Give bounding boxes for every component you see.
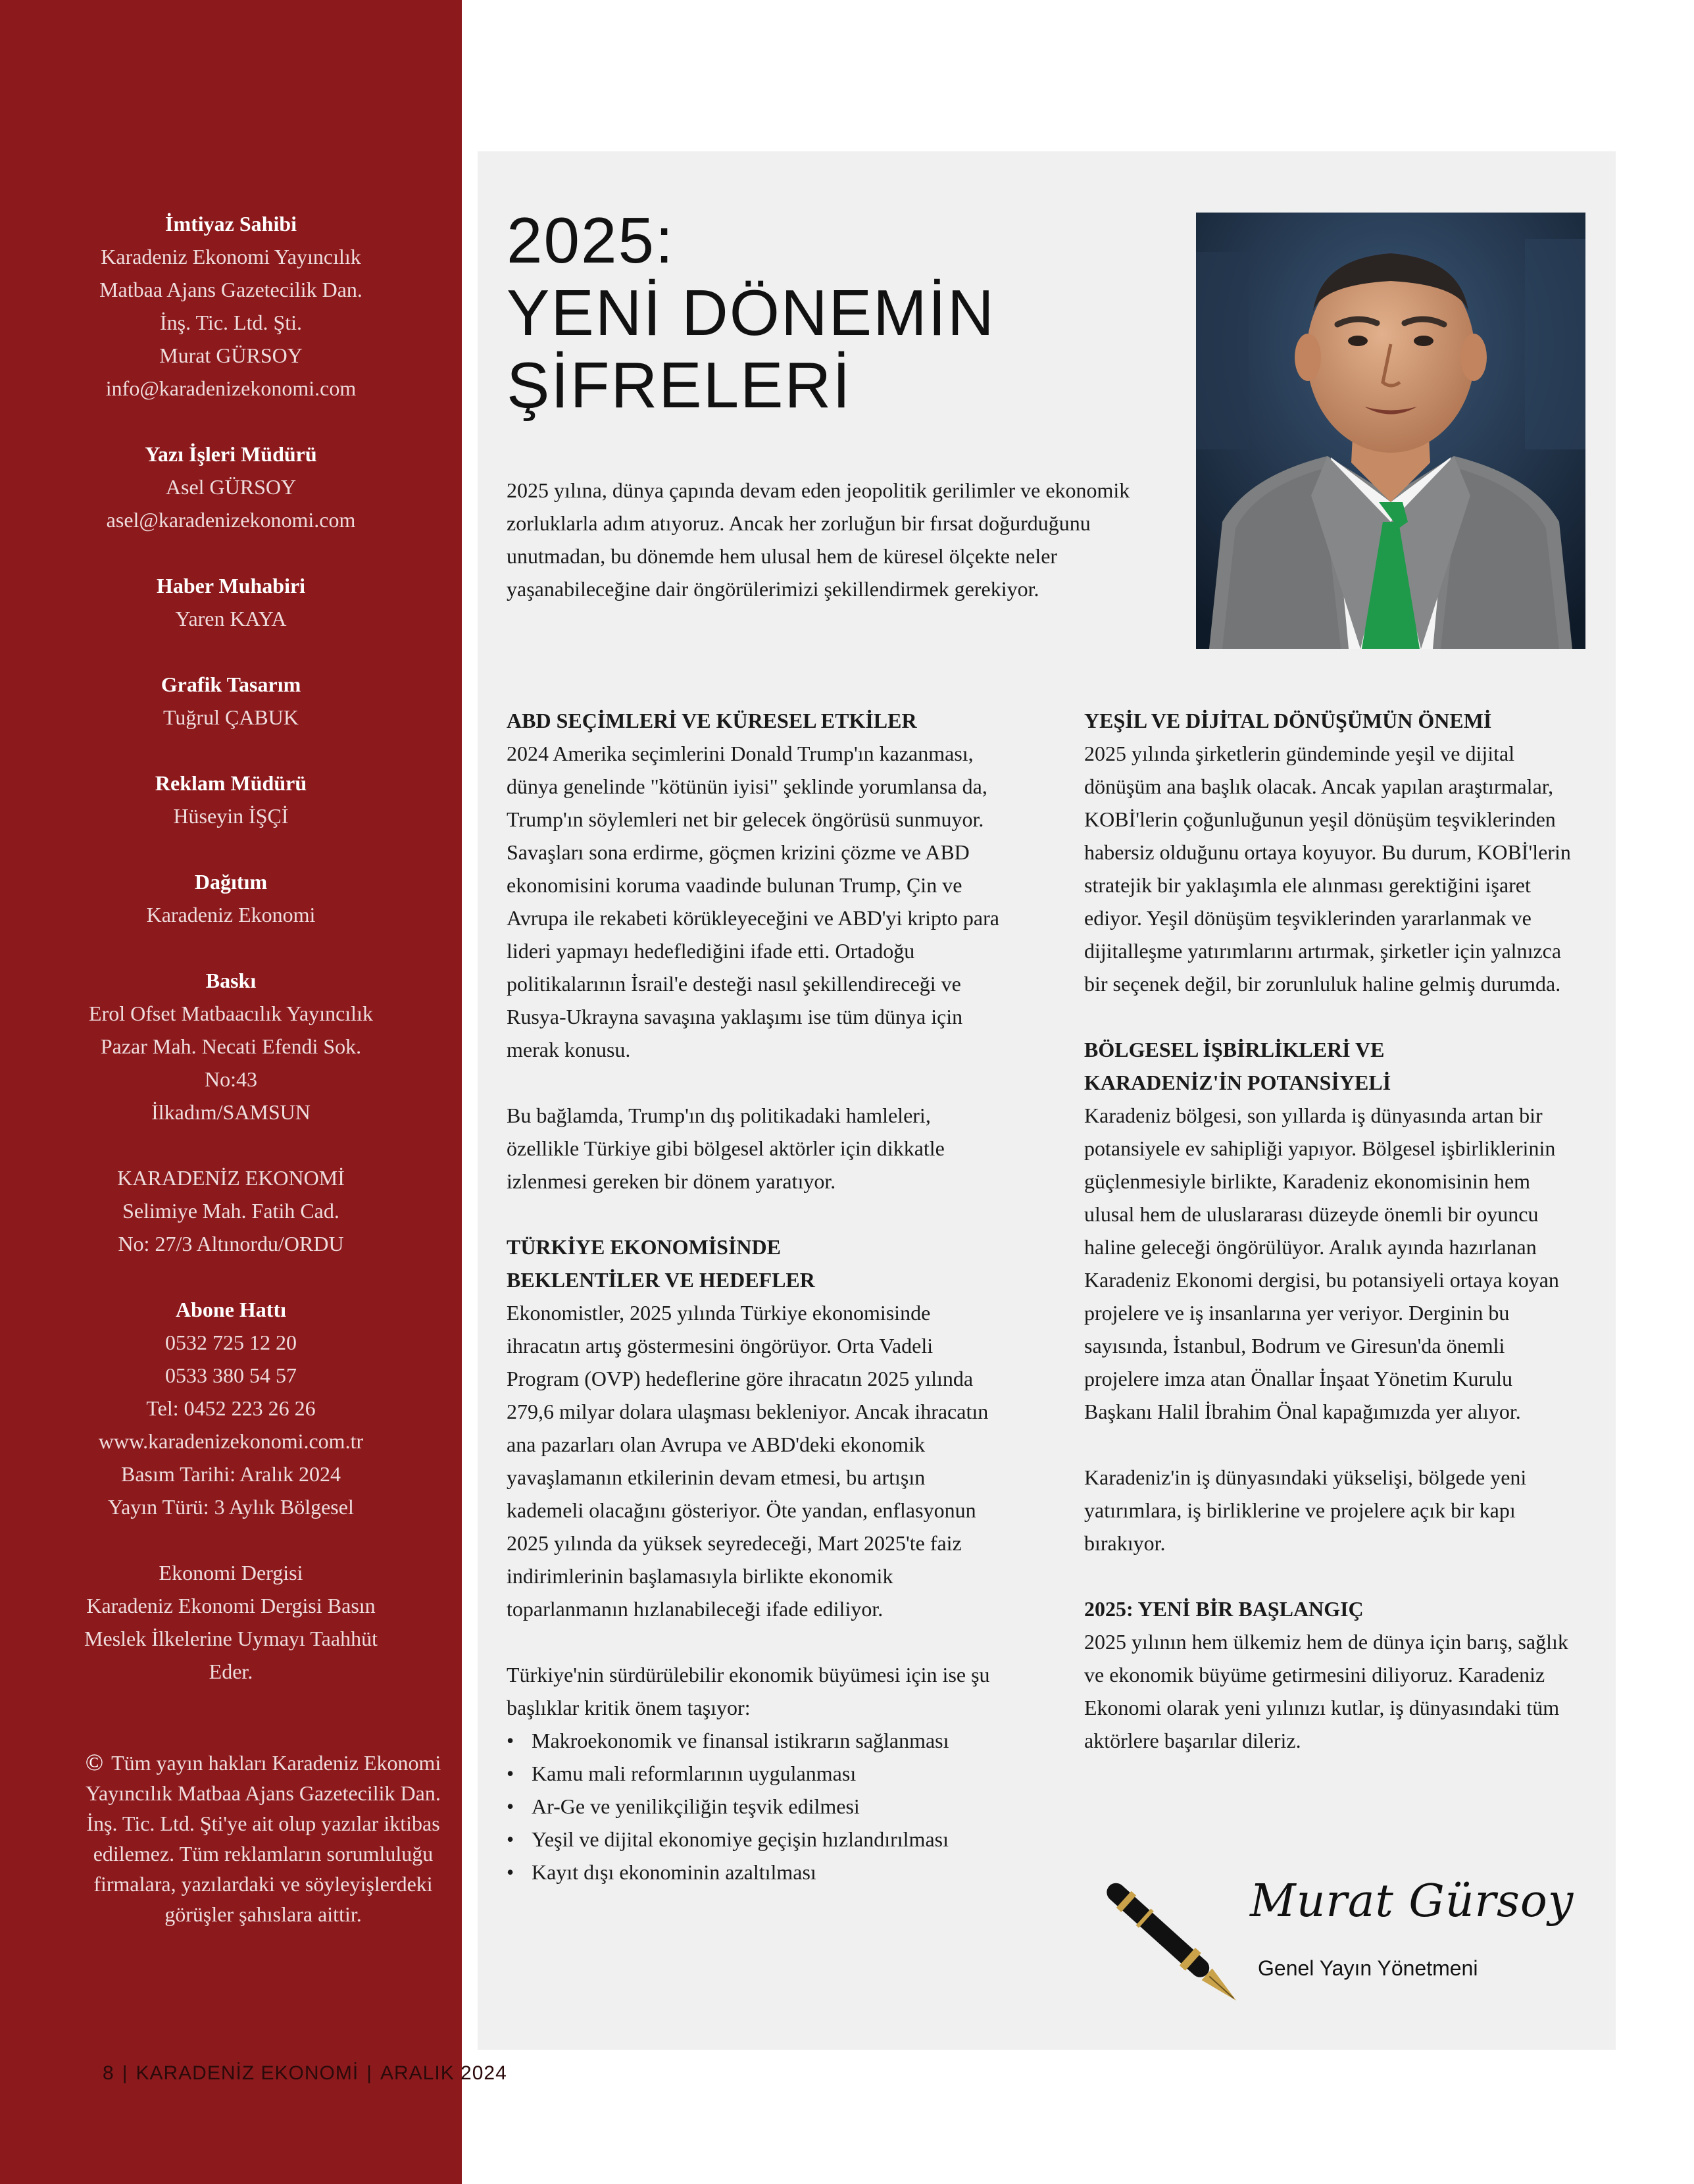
masthead-block-pledge <box>26 1556 436 1688</box>
footer-separator: | <box>122 2062 128 2084</box>
masthead-title: Haber Muhabiri <box>156 574 306 597</box>
masthead-line: İlkadım/SAMSUN <box>151 1100 311 1124</box>
masthead-line: Murat GÜRSOY <box>159 343 303 367</box>
article-intro: 2025 yılına, dünya çapında devam eden jeopolitik gerilimler ve ekonomik zorluklarla adım atıyoruz. Ancak her zorluğun bir fırsat doğurduğunu unutmadan, bu dönemde hem ulusal hem de küresel ölçekte neler yaşanabileceğine dair öngörülerimizi şekillendirmek gerekiyor. <box>507 478 1130 601</box>
masthead-line: Tel: 0452 223 26 26 <box>146 1396 316 1420</box>
article-column-right <box>1084 704 1584 1757</box>
masthead-line: Basım Tarihi: Aralık 2024 <box>120 1462 341 1486</box>
signature-role: Genel Yayın Yönetmeni <box>1258 1956 1478 1980</box>
copyright-notice <box>79 1747 447 1929</box>
section-paragraph: 2025 yılında şirketlerin gündeminde yeşil ve dijital dönüşüm ana başlık olacak. Ancak yapılan araştırmalar, KOBİ'lerin çoğunluğunun yeşil dönüşüm teşviklerinden habersiz olduğunu ortaya koyuyor. Bu durum, KOBİ'lerin stratejik bir yaklaşımla ele alınması gerektiğini işaret ediyor. Yeşil dönüşüm teşviklerinden yararlanmak ve dijitalleşme yatırımlarını artırmak, şirketler için yalnızca bir seçenek değil, bir zorunluluk haline gelmiş durumda. <box>1084 742 1571 996</box>
masthead-block-reporter <box>26 569 436 635</box>
masthead-line: asel@karadenizekonomi.com <box>106 508 356 532</box>
masthead-line: Yaren KAYA <box>175 607 287 630</box>
masthead-title: Abone Hattı <box>176 1298 286 1321</box>
list-item: • Kayıt dışı ekonominin azaltılması <box>507 1856 1007 1889</box>
headline-line: 2025: <box>507 204 675 276</box>
masthead-line: www.karadenizekonomi.com.tr <box>98 1429 364 1453</box>
masthead-block-design <box>26 668 436 734</box>
masthead-line: Matbaa Ajans Gazetecilik Dan. <box>99 278 362 301</box>
masthead-line: info@karadenizekonomi.com <box>105 376 357 400</box>
list-item: • Kamu mali reformlarının uygulanması <box>507 1757 1007 1790</box>
section-heading: BÖLGESEL İŞBİRLİKLERİ VE <box>1084 1038 1385 1061</box>
section-paragraph: Karadeniz'in iş dünyasındaki yükselişi, bölgede yeni yatırımlara, iş birliklerine ve projelere açık bir kapı bırakıyor. <box>1084 1465 1527 1555</box>
copyright-text: Tüm yayın hakları Karadeniz Ekonomi Yayıncılık Matbaa Ajans Gazetecilik Dan. İnş. Tic. Ltd. Şti'ye ait olup yazılar iktibas edilemez. Tüm reklamların sorumluluğu firmalara, yazılardaki ve söyleyişlerdeki görüşler şahıslara aittir. <box>86 1751 441 1926</box>
page-number: 8 <box>103 2062 114 2084</box>
issue-date: ARALIK 2024 <box>380 2062 507 2084</box>
masthead-title: Reklam Müdürü <box>155 771 307 795</box>
signature-name: Murat Gürsoy <box>1250 1875 1574 1927</box>
masthead-block-editor <box>26 438 436 536</box>
headline-line: YENİ DÖNEMİN <box>507 276 995 349</box>
page-footer <box>99 2062 511 2085</box>
masthead-title: Grafik Tasarım <box>161 673 301 696</box>
section-heading: YEŞİL VE DİJİTAL DÖNÜŞÜMÜN ÖNEMİ <box>1084 709 1492 732</box>
masthead-title: Baskı <box>205 969 257 992</box>
masthead-block-owner <box>26 207 436 405</box>
masthead-line: Karadeniz Ekonomi Yayıncılık <box>101 245 361 268</box>
masthead-line: No: 27/3 Altınordu/ORDU <box>118 1232 344 1256</box>
masthead-block-distribution <box>26 865 436 931</box>
signature-block <box>1092 1862 1605 2033</box>
masthead-title: Yazı İşleri Müdürü <box>145 442 317 466</box>
masthead-line: Erol Ofset Matbaacılık Yayıncılık <box>89 1002 373 1025</box>
copyright-icon: © <box>85 1749 104 1775</box>
portrait-illustration <box>1196 213 1585 649</box>
article-headline <box>507 204 1164 421</box>
article-column-left <box>507 704 1007 1889</box>
section-paragraph: Bu bağlamda, Trump'ın dış politikadaki hamleleri, özellikle Türkiye gibi bölgesel aktörler için dikkatle izlenmesi gereken bir dönem yaratıyor. <box>507 1104 945 1193</box>
masthead-line: Tuğrul ÇABUK <box>163 705 299 729</box>
masthead-block-print <box>26 964 436 1129</box>
masthead-line: KARADENİZ EKONOMİ <box>117 1166 345 1190</box>
masthead-block-address <box>26 1161 436 1260</box>
masthead-line: Eder. <box>209 1660 253 1683</box>
masthead-line: 0532 725 12 20 <box>165 1331 297 1354</box>
masthead-line: Ekonomi Dergisi <box>159 1561 303 1585</box>
section-paragraph: Türkiye'nin sürdürülebilir ekonomik büyümesi için ise şu başlıklar kritik önem taşıyor: <box>507 1663 990 1719</box>
section-paragraph: Ekonomistler, 2025 yılında Türkiye ekonomisinde ihracatın artış göstermesini öngörüyor. Orta Vadeli Program (OVP) hedeflerine göre ihracatın 2025 yılında 279,6 milyar dolara ulaşması bekleniyor. Ancak ihracatın ana pazarları olan Avrupa ve ABD'deki ekonomik yavaşlamanın etkilerinin devam etmesi, bu artışın kademeli olacağını gösteriyor. Öte yandan, enflasyonun 2025 yılında da yüksek seyredeceği, Mart 2025'te faiz indirimlerinin başlamasıyla birlikte ekonomik toparlanmanın hızlanabileceği ifade ediliyor. <box>507 1301 989 1621</box>
masthead-line: No:43 <box>205 1067 257 1091</box>
masthead-line: Asel GÜRSOY <box>165 475 297 499</box>
section-paragraph: 2024 Amerika seçimlerini Donald Trump'ın kazanması, dünya genelinde "kötünün iyisi" şeklinde yorumlansa da, Trump'ın söylemleri net bir gelecek öngörüsü sunmuyor. Savaşları sona erdirme, göçmen krizini çözme ve ABD ekonomisini koruma vaadinde bulunan Trump, Çin ve Avrupa ile rekabeti körükleyeceğini ve ABD'yi kripto para lideri yapmayı hedeflediğini ifade etti. Ortadoğu politikalarının İsrail'e desteği nasıl şekillendireceği ve Rusya-Ukrayna savaşına yaklaşımı ise tüm dünya için merak konusu. <box>507 742 999 1061</box>
masthead-line: Selimiye Mah. Fatih Cad. <box>122 1199 339 1223</box>
priority-list <box>507 1724 1007 1889</box>
list-item: • Makroekonomik ve finansal istikrarın sağlanması <box>507 1724 1007 1757</box>
section-heading: ABD SEÇİMLERİ VE KÜRESEL ETKİLER <box>507 709 917 732</box>
masthead-line: İnş. Tic. Ltd. Şti. <box>159 311 303 334</box>
masthead-block-ads <box>26 767 436 832</box>
masthead-block-subscription <box>26 1293 436 1523</box>
author-portrait <box>1196 213 1585 649</box>
section-heading: BEKLENTİLER VE HEDEFLER <box>507 1268 815 1292</box>
masthead-line: 0533 380 54 57 <box>165 1363 297 1387</box>
masthead-line: Pazar Mah. Necati Efendi Sok. <box>100 1034 362 1058</box>
masthead-line: Hüseyin İŞÇİ <box>173 804 289 828</box>
footer-separator: | <box>366 2062 372 2084</box>
section-paragraph: 2025 yılının hem ülkemiz hem de dünya için barış, sağlık ve ekonomik büyüme getirmesini diliyoruz. Karadeniz Ekonomi olarak yeni yılınızı kutlar, iş dünyasındaki tüm aktörlere başarılar dileriz. <box>1084 1630 1568 1752</box>
section-heading: 2025: YENİ BİR BAŞLANGIÇ <box>1084 1597 1364 1621</box>
list-item: • Ar-Ge ve yenilikçiliğin teşvik edilmesi <box>507 1790 1007 1823</box>
masthead-title: İmtiyaz Sahibi <box>164 212 297 236</box>
section-heading: TÜRKİYE EKONOMİSİNDE <box>507 1235 781 1259</box>
list-item: • Yeşil ve dijital ekonomiye geçişin hızlandırılması <box>507 1823 1007 1856</box>
headline-line: ŞİFRELERİ <box>507 349 852 421</box>
magazine-name: KARADENİZ EKONOMİ <box>136 2062 359 2084</box>
fountain-pen-icon <box>1092 1862 1263 2033</box>
section-paragraph: Karadeniz bölgesi, son yıllarda iş dünyasında artan bir potansiyele ev sahipliği yapıyor. Bölgesel işbirliklerinin güçlenmesiyle birlikte, Karadeniz ekonomisinin hem ulusal hem de uluslararası düzeyde önemli bir oyuncu haline geleceği öngörülüyor. Aralık ayında hazırlanan Karadeniz Ekonomi dergisi, bu potansiyeli ortaya koyan projelere ve iş insanlarına yer veriyor. Derginin bu sayısında, İstanbul, Bodrum ve Giresun'da önemli projelere imza atan Önallar İnşaat Yönetim Kurulu Başkanı Halil İbrahim Önal kapağımızda yer alıyor. <box>1084 1104 1559 1423</box>
section-heading: KARADENİZ'İN POTANSİYELİ <box>1084 1071 1391 1094</box>
masthead-line: Meslek İlkelerine Uymayı Taahhüt <box>84 1627 378 1650</box>
masthead-line: Karadeniz Ekonomi Dergisi Basın <box>86 1594 376 1617</box>
masthead-title: Dağıtım <box>194 870 268 894</box>
masthead-line: Karadeniz Ekonomi <box>146 903 316 927</box>
masthead-sidebar <box>0 0 462 2184</box>
masthead-line: Yayın Türü: 3 Aylık Bölgesel <box>108 1495 354 1519</box>
